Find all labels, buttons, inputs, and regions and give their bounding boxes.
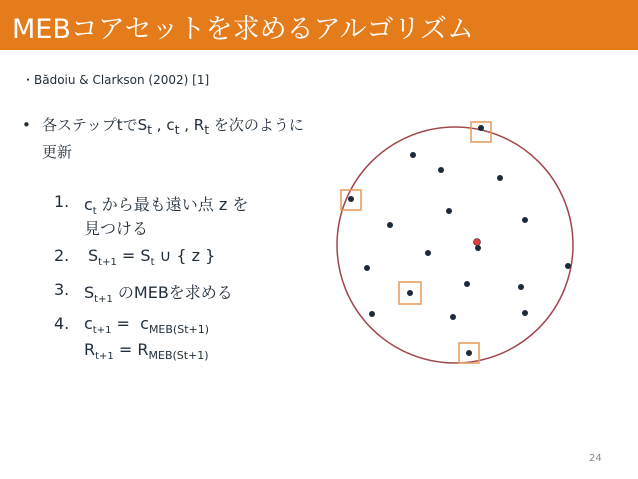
data-point	[478, 125, 484, 131]
step-3-text: $S_{t+1}$ のMEBを求める	[84, 283, 233, 306]
data-point	[410, 152, 416, 158]
citation: ・Bădoiu & Clarkson (2002) [1]	[22, 73, 210, 87]
step-2-number: 2.	[54, 246, 70, 265]
page-number: 24	[589, 453, 602, 464]
data-point	[364, 265, 370, 271]
step-1-number: 1.	[54, 192, 70, 211]
bullet-text: 各ステップtで$S_t$ , $c_t$ , $R_t$ を次のように更新	[42, 116, 304, 161]
step-1-text-line2: 見つける	[84, 219, 149, 238]
data-point	[446, 208, 452, 214]
step-1-text: $c_t$ から最も遠い点 z を	[84, 195, 249, 218]
bullet-marker: •	[22, 116, 31, 134]
data-point	[387, 222, 393, 228]
step-4-text-line2: $R_{t+1} = R_{MEB(St+1)}$	[84, 340, 209, 363]
data-point	[348, 196, 354, 202]
step-3-number: 3.	[54, 280, 70, 299]
data-point	[407, 290, 413, 296]
data-point	[518, 284, 524, 290]
slide-title: MEBコアセットを求めるアルゴリズム	[12, 14, 474, 45]
data-point	[464, 281, 470, 287]
data-point	[497, 175, 503, 181]
step-4-text: $c_{t+1} = c_{MEB(St+1)}$	[84, 314, 210, 337]
data-point	[475, 245, 481, 251]
data-point	[450, 314, 456, 320]
data-point	[425, 250, 431, 256]
data-point	[466, 350, 472, 356]
step-4-number: 4.	[54, 314, 70, 333]
data-point	[369, 311, 375, 317]
data-point	[565, 263, 571, 269]
data-point	[438, 167, 444, 173]
step-2-text: $S_{t+1} = S_t$ ∪ { z }	[88, 246, 216, 269]
center-point	[474, 239, 481, 246]
enclosing-circle	[337, 127, 573, 363]
data-point	[522, 217, 528, 223]
data-point	[522, 310, 528, 316]
